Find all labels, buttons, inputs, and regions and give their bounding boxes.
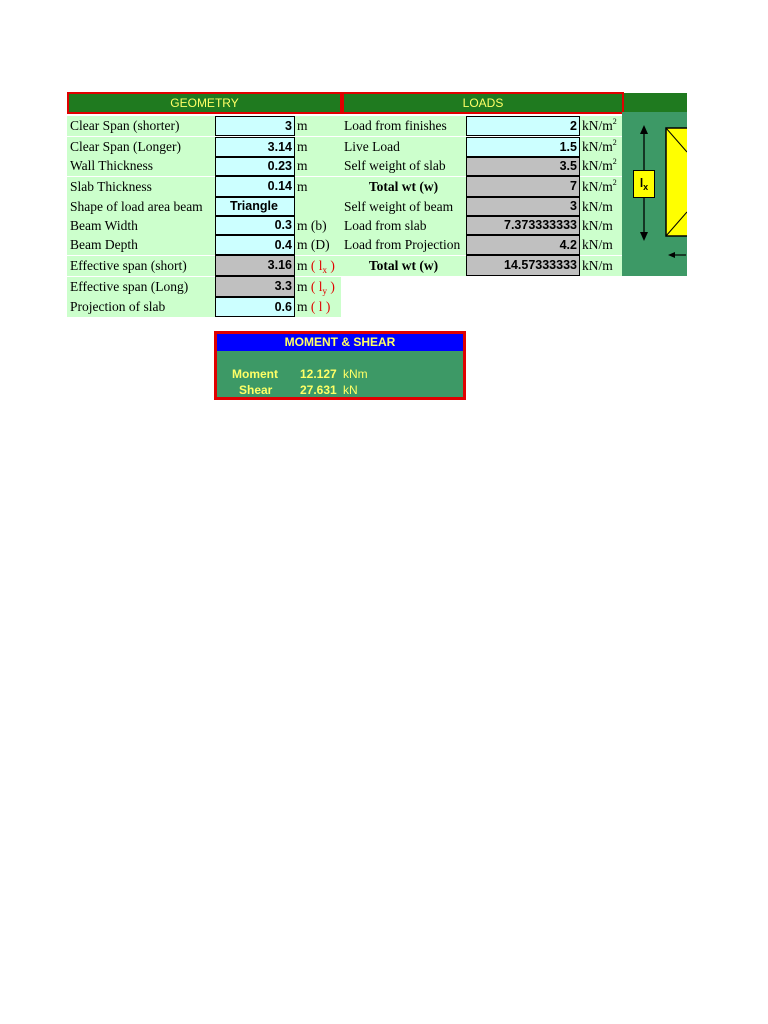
self-weight-slab-value: 3.5 — [466, 157, 580, 176]
header-bar-extension — [624, 93, 687, 113]
loads-label-total-wt-slab: Total wt (w) — [341, 177, 466, 197]
geometry-label-projection-of-slab: Projection of slab — [67, 297, 215, 317]
load-from-slab-unit: kN/m — [580, 216, 622, 235]
slab-thickness-input[interactable]: 0.14 — [215, 176, 295, 197]
loads-label-self-weight-beam: Self weight of beam — [341, 197, 466, 216]
beam-depth-input[interactable]: 0.4 — [215, 235, 295, 255]
beam-depth-unit: m (D) — [295, 235, 341, 255]
loads-label-finishes: Load from finishes — [341, 116, 466, 136]
load-from-projection-unit: kN/m — [580, 235, 622, 255]
beam-width-unit: m (b) — [295, 216, 341, 235]
slab-diagram — [622, 112, 687, 276]
total-wt-beam-unit: kN/m — [580, 256, 622, 276]
total-wt-slab-value: 7 — [466, 176, 580, 197]
moment-shear-title: MOMENT & SHEAR — [217, 334, 463, 351]
moment-value: 12.127 — [300, 367, 337, 381]
clear-span-shorter-input[interactable]: 3 — [215, 116, 295, 136]
shear-value: 27.631 — [300, 383, 337, 397]
clear-span-longer-input[interactable]: 3.14 — [215, 137, 295, 157]
geometry-label-beam-width: Beam Width — [67, 216, 215, 235]
moment-label: Moment — [232, 367, 278, 381]
projection-of-slab-unit — [295, 297, 341, 317]
arrow-down-icon — [640, 232, 648, 241]
loads-label-load-from-slab: Load from slab — [341, 216, 466, 235]
geometry-label-effective-span-short: Effective span (short) — [67, 256, 215, 276]
beam-width-input[interactable]: 0.3 — [215, 216, 295, 235]
effective-span-long-unit-text: m — [297, 279, 308, 294]
load-from-slab-value: 7.373333333 — [466, 216, 580, 235]
geometry-label-effective-span-long: Effective span (Long) — [67, 277, 215, 297]
slab-panel — [666, 128, 687, 236]
geometry-label-slab-thickness: Slab Thickness — [67, 177, 215, 197]
load-area-shape-select[interactable]: Triangle — [215, 197, 295, 216]
slab-thickness-unit: m — [295, 177, 341, 197]
live-load-unit: $kN/m^2$ — [580, 137, 622, 157]
projection-of-slab-unit-text: m — [297, 299, 308, 314]
geometry-label-clear-span-longer: Clear Span (Longer) — [67, 137, 215, 157]
shear-unit: kN — [343, 383, 358, 397]
self-weight-beam-unit: kN/m — [580, 197, 622, 216]
loads-label-live-load: Live Load — [341, 137, 466, 157]
arrow-left-icon — [668, 252, 675, 258]
load-from-finishes-unit: $kN/m^2$ — [580, 116, 622, 136]
total-wt-beam-value: 14.57333333 — [466, 255, 580, 276]
total-wt-slab-unit: $kN/m^2$ — [580, 177, 622, 197]
loads-label-self-weight-slab: Self weight of slab — [341, 156, 466, 176]
geometry-label-wall-thickness: Wall Thickness — [67, 156, 215, 176]
load-from-finishes-input[interactable]: 2 — [466, 116, 580, 136]
load-from-projection-value: 4.2 — [466, 235, 580, 255]
geometry-label-load-area-shape: Shape of load area beam — [67, 197, 215, 216]
loads-label-load-from-projection: Load from Projection — [341, 235, 466, 255]
clear-span-shorter-unit: m — [295, 116, 341, 136]
self-weight-slab-unit: $kN/m^2$ — [580, 156, 622, 176]
effective-span-short-unit-text: m — [297, 258, 308, 273]
load-area-shape-unit — [295, 197, 341, 216]
projection-of-slab-symbol: ( l ) — [310, 299, 331, 314]
geometry-header: GEOMETRY — [67, 92, 342, 114]
moment-unit: kNm — [343, 367, 368, 381]
moment-shear-panel — [214, 331, 466, 400]
effective-span-long-unit — [295, 277, 341, 297]
loads-label-total-wt-beam: Total wt (w) — [341, 256, 466, 276]
live-load-input[interactable]: 1.5 — [466, 137, 580, 157]
projection-of-slab-input[interactable]: 0.6 — [215, 297, 295, 317]
arrow-up-icon — [640, 125, 648, 134]
wall-thickness-input[interactable]: 0.23 — [215, 157, 295, 176]
effective-span-short-value: 3.16 — [215, 255, 295, 276]
effective-span-short-unit — [295, 256, 341, 276]
wall-thickness-unit: m — [295, 156, 341, 176]
lx-label-box: $l_x$ — [633, 170, 655, 198]
clear-span-longer-unit: m — [295, 137, 341, 157]
loads-header: LOADS — [342, 92, 624, 114]
geometry-label-beam-depth: Beam Depth — [67, 235, 215, 255]
effective-span-long-symbol: ( $l_y$ ) — [310, 279, 335, 296]
geometry-label-clear-span-shorter: Clear Span (shorter) — [67, 116, 215, 136]
effective-span-short-symbol: ( $l_x$ ) — [310, 258, 335, 275]
self-weight-beam-value: 3 — [466, 197, 580, 216]
shear-label: Shear — [239, 383, 273, 397]
effective-span-long-value: 3.3 — [215, 276, 295, 297]
